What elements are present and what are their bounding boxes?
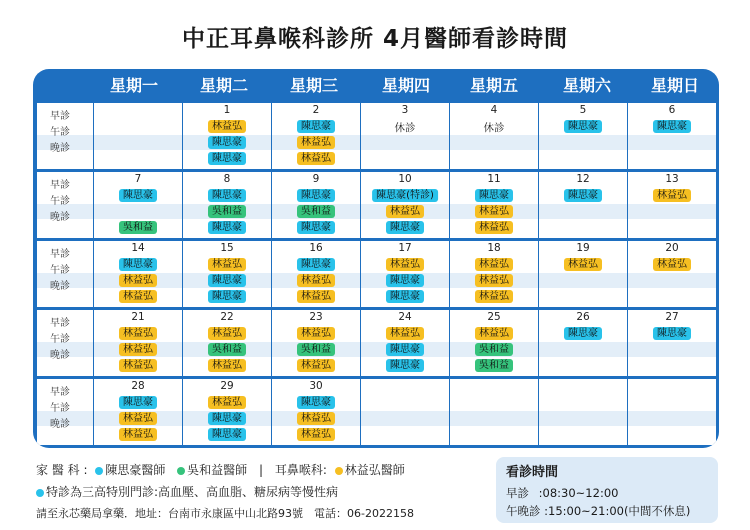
doctor-shift-badge: 陳思豪 — [208, 274, 246, 287]
doctor-shift-badge: 陳思豪 — [208, 189, 246, 202]
day-cell — [628, 103, 716, 169]
date-number: 15 — [220, 242, 234, 254]
day-cell — [272, 172, 360, 238]
session-label-column — [37, 241, 93, 307]
morning-label: 早診 — [506, 486, 529, 500]
week-row — [37, 379, 715, 445]
doctor-shift-badge: 吳和益 — [297, 205, 335, 218]
session-label: 晚診 — [50, 350, 70, 361]
day-cell — [183, 310, 271, 376]
doctor-shift-badge: 林益弘 — [119, 359, 157, 372]
doctor-shift-badge: 林益弘 — [119, 290, 157, 303]
date-number: 23 — [309, 311, 323, 323]
doctor-shift-badge: 吳和益 — [475, 359, 513, 372]
doctor-shift-badge: 林益弘 — [119, 274, 157, 287]
date-number: 28 — [131, 380, 145, 392]
weekday-5: 星期五 — [469, 76, 518, 95]
doctor-shift-badge: 林益弘 — [653, 189, 691, 202]
closed-label: 休診 — [483, 122, 505, 134]
doctor-shift-badge: 陳思豪 — [208, 290, 246, 303]
doctor-shift-badge: 陳思豪 — [297, 189, 335, 202]
date-number: 27 — [665, 311, 679, 323]
session-label: 晚診 — [50, 212, 70, 223]
doctor-shift-badge: 陳思豪 — [386, 359, 424, 372]
morning-time: :08:30~12:00 — [538, 486, 619, 500]
date-number: 10 — [398, 173, 412, 185]
doctor-shift-badge: 林益弘 — [653, 258, 691, 271]
session-label: 早診 — [50, 318, 70, 329]
doctor-shift-badge: 林益弘 — [386, 205, 424, 218]
doctor-shift-badge: 林益弘 — [119, 428, 157, 441]
date-number: 12 — [576, 173, 590, 185]
hours-afternoon — [506, 503, 690, 519]
row-band — [539, 273, 627, 288]
row-band — [628, 411, 716, 426]
day-cell — [94, 103, 182, 169]
doctor-shift-badge: 林益弘 — [475, 205, 513, 218]
day-cell — [361, 103, 449, 169]
doctor-shift-badge: 陳思豪 — [653, 327, 691, 340]
weekday-1: 星期一 — [109, 76, 158, 95]
row-band — [94, 135, 182, 150]
day-cell — [183, 379, 271, 445]
doctor-shift-badge: 陳思豪(特診) — [372, 189, 438, 202]
doctor-shift-badge: 林益弘 — [297, 290, 335, 303]
doctor-shift-badge: 林益弘 — [297, 152, 335, 165]
date-number: 11 — [487, 173, 501, 185]
row-band — [539, 342, 627, 357]
doctor-shift-badge: 林益弘 — [119, 327, 157, 340]
day-cell — [361, 172, 449, 238]
legend-doctor-lin: 林益弘醫師 — [344, 463, 405, 477]
session-label: 午診 — [50, 403, 70, 414]
doctor-shift-badge: 林益弘 — [297, 428, 335, 441]
weekday-header — [33, 69, 719, 103]
day-cell — [183, 172, 271, 238]
row-band — [628, 342, 716, 357]
legend-row-1 — [36, 461, 405, 478]
doctor-shift-badge: 陳思豪 — [386, 343, 424, 356]
ent-label: 耳鼻喉科: — [274, 463, 327, 477]
special-clinic-dot-icon — [36, 489, 44, 497]
doctor-shift-badge: 林益弘 — [297, 327, 335, 340]
doctor-shift-badge: 吳和益 — [208, 343, 246, 356]
session-label: 午診 — [50, 196, 70, 207]
doctor-shift-badge: 陳思豪 — [119, 258, 157, 271]
session-label: 早診 — [50, 249, 70, 260]
doctor-shift-badge: 吳和益 — [208, 205, 246, 218]
doctor-shift-badge: 林益弘 — [208, 327, 246, 340]
date-number: 14 — [131, 242, 145, 254]
session-label: 晚診 — [50, 143, 70, 154]
day-cell — [450, 241, 538, 307]
doctor-shift-badge: 林益弘 — [119, 343, 157, 356]
week-row — [37, 241, 715, 307]
day-cell — [628, 310, 716, 376]
family-medicine-label: 家 醫 科 : — [36, 463, 88, 477]
row-band — [539, 411, 627, 426]
row-band — [361, 411, 449, 426]
session-label: 早診 — [50, 180, 70, 191]
special-clinic-note: 特診為三高特別門診:高血壓、高血脂、糖尿病等慢性病 — [46, 485, 339, 499]
doctor-shift-badge: 林益弘 — [208, 258, 246, 271]
doctor-shift-badge: 陳思豪 — [297, 258, 335, 271]
legend-doctor-wu: 吳和益醫師 — [187, 463, 248, 477]
date-number: 5 — [579, 104, 587, 116]
day-cell — [361, 241, 449, 307]
doctor-shift-badge: 林益弘 — [564, 258, 602, 271]
day-cell — [94, 310, 182, 376]
doctor-shift-badge: 陳思豪 — [475, 189, 513, 202]
legend-row-2 — [36, 483, 338, 500]
day-cell — [539, 310, 627, 376]
week-row — [37, 103, 715, 169]
date-number: 2 — [312, 104, 320, 116]
day-cell — [450, 310, 538, 376]
row-band — [539, 204, 627, 219]
date-number: 25 — [487, 311, 501, 323]
doctor-shift-badge: 林益弘 — [475, 327, 513, 340]
calendar — [33, 69, 719, 448]
session-label: 晚診 — [50, 281, 70, 292]
doctor-shift-badge: 林益弘 — [208, 396, 246, 409]
day-cell — [183, 103, 271, 169]
day-cell — [183, 241, 271, 307]
doctor-shift-badge: 陳思豪 — [119, 189, 157, 202]
date-number: 24 — [398, 311, 412, 323]
day-cell — [450, 103, 538, 169]
week-row — [37, 172, 715, 238]
doctor-shift-badge: 林益弘 — [297, 274, 335, 287]
hours-title: 看診時間 — [506, 465, 559, 480]
day-cell — [361, 310, 449, 376]
session-label-column — [37, 379, 93, 445]
day-cell — [272, 310, 360, 376]
doctor-shift-badge: 林益弘 — [386, 327, 424, 340]
row-band — [628, 273, 716, 288]
doctor-shift-badge: 林益弘 — [119, 412, 157, 425]
day-cell — [272, 241, 360, 307]
pharmacy-footer: 請至永芯藥局拿藥．地址：台南市永康區中山北路93號 電話：06-2022158 — [36, 507, 414, 520]
hours-morning — [506, 485, 618, 501]
legend-separator: | — [259, 463, 264, 477]
day-cell — [272, 379, 360, 445]
lin-color-dot-icon — [335, 467, 343, 475]
day-cell — [272, 103, 360, 169]
day-cell — [94, 379, 182, 445]
day-cell — [539, 379, 627, 445]
date-number: 17 — [398, 242, 412, 254]
day-cell — [628, 379, 716, 445]
week-row — [37, 310, 715, 376]
clinic-hours-box — [496, 457, 718, 523]
doctor-shift-badge: 陳思豪 — [564, 189, 602, 202]
row-band — [539, 135, 627, 150]
day-cell — [539, 241, 627, 307]
day-cell — [539, 103, 627, 169]
doctor-shift-badge: 林益弘 — [386, 258, 424, 271]
day-cell — [450, 379, 538, 445]
doctor-shift-badge: 吳和益 — [475, 343, 513, 356]
afternoon-label: 午晚診 — [506, 504, 541, 518]
weekday-2: 星期二 — [199, 76, 248, 95]
doctor-shift-badge: 林益弘 — [297, 412, 335, 425]
date-number: 21 — [131, 311, 145, 323]
date-number: 26 — [576, 311, 590, 323]
doctor-shift-badge: 陳思豪 — [208, 152, 246, 165]
doctor-shift-badge: 陳思豪 — [297, 120, 335, 133]
day-cell — [628, 172, 716, 238]
doctor-shift-badge: 林益弘 — [475, 274, 513, 287]
row-band — [628, 135, 716, 150]
doctor-shift-badge: 林益弘 — [475, 258, 513, 271]
day-cell — [94, 241, 182, 307]
weekday-6: 星期六 — [562, 76, 611, 95]
weekday-7: 星期日 — [650, 76, 699, 95]
day-cell — [539, 172, 627, 238]
closed-label: 休診 — [394, 122, 416, 134]
doctor-shift-badge: 陳思豪 — [386, 221, 424, 234]
session-label: 午診 — [50, 127, 70, 138]
row-band — [361, 135, 449, 150]
weekday-4: 星期四 — [381, 76, 430, 95]
doctor-shift-badge: 陳思豪 — [297, 221, 335, 234]
weekday-3: 星期三 — [289, 76, 338, 95]
row-band — [450, 411, 538, 426]
chen-color-dot-icon — [95, 467, 103, 475]
doctor-shift-badge: 陳思豪 — [208, 136, 246, 149]
doctor-shift-badge: 吳和益 — [119, 221, 157, 234]
calendar-grid — [37, 103, 715, 444]
date-number: 8 — [223, 173, 231, 185]
session-label-column — [37, 310, 93, 376]
doctor-shift-badge: 陳思豪 — [119, 396, 157, 409]
day-cell — [450, 172, 538, 238]
doctor-shift-badge: 陳思豪 — [653, 120, 691, 133]
afternoon-time: :15:00~21:00(中間不休息) — [544, 504, 691, 518]
date-number: 13 — [665, 173, 679, 185]
session-label-column — [37, 103, 93, 169]
date-number: 20 — [665, 242, 679, 254]
row-band — [450, 135, 538, 150]
doctor-shift-badge: 陳思豪 — [297, 396, 335, 409]
doctor-shift-badge: 林益弘 — [297, 136, 335, 149]
date-number: 4 — [490, 104, 498, 116]
session-label: 午診 — [50, 334, 70, 345]
day-cell — [361, 379, 449, 445]
doctor-shift-badge: 林益弘 — [475, 290, 513, 303]
day-cell — [628, 241, 716, 307]
wu-color-dot-icon — [177, 467, 185, 475]
doctor-shift-badge: 林益弘 — [297, 359, 335, 372]
date-number: 6 — [668, 104, 676, 116]
day-cell — [94, 172, 182, 238]
doctor-shift-badge: 林益弘 — [208, 120, 246, 133]
doctor-shift-badge: 陳思豪 — [208, 412, 246, 425]
doctor-shift-badge: 陳思豪 — [386, 274, 424, 287]
date-number: 3 — [401, 104, 409, 116]
date-number: 7 — [134, 173, 142, 185]
doctor-shift-badge: 林益弘 — [475, 221, 513, 234]
session-label: 早診 — [50, 387, 70, 398]
date-number: 9 — [312, 173, 320, 185]
session-label-column — [37, 172, 93, 238]
date-number: 19 — [576, 242, 590, 254]
legend-doctor-chen: 陳思豪醫師 — [105, 463, 166, 477]
row-band — [628, 204, 716, 219]
date-number: 29 — [220, 380, 234, 392]
session-label: 晚診 — [50, 419, 70, 430]
date-number: 18 — [487, 242, 501, 254]
date-number: 30 — [309, 380, 323, 392]
session-label: 午診 — [50, 265, 70, 276]
doctor-shift-badge: 林益弘 — [208, 359, 246, 372]
doctor-shift-badge: 陳思豪 — [208, 221, 246, 234]
doctor-shift-badge: 陳思豪 — [564, 120, 602, 133]
doctor-shift-badge: 吳和益 — [297, 343, 335, 356]
date-number: 22 — [220, 311, 234, 323]
page-title: 中正耳鼻喉科診所 4月醫師看診時間 — [181, 26, 568, 52]
session-label: 早診 — [50, 111, 70, 122]
doctor-shift-badge: 陳思豪 — [208, 428, 246, 441]
date-number: 16 — [309, 242, 323, 254]
doctor-shift-badge: 陳思豪 — [564, 327, 602, 340]
doctor-shift-badge: 陳思豪 — [386, 290, 424, 303]
date-number: 1 — [223, 104, 231, 116]
row-band — [94, 204, 182, 219]
